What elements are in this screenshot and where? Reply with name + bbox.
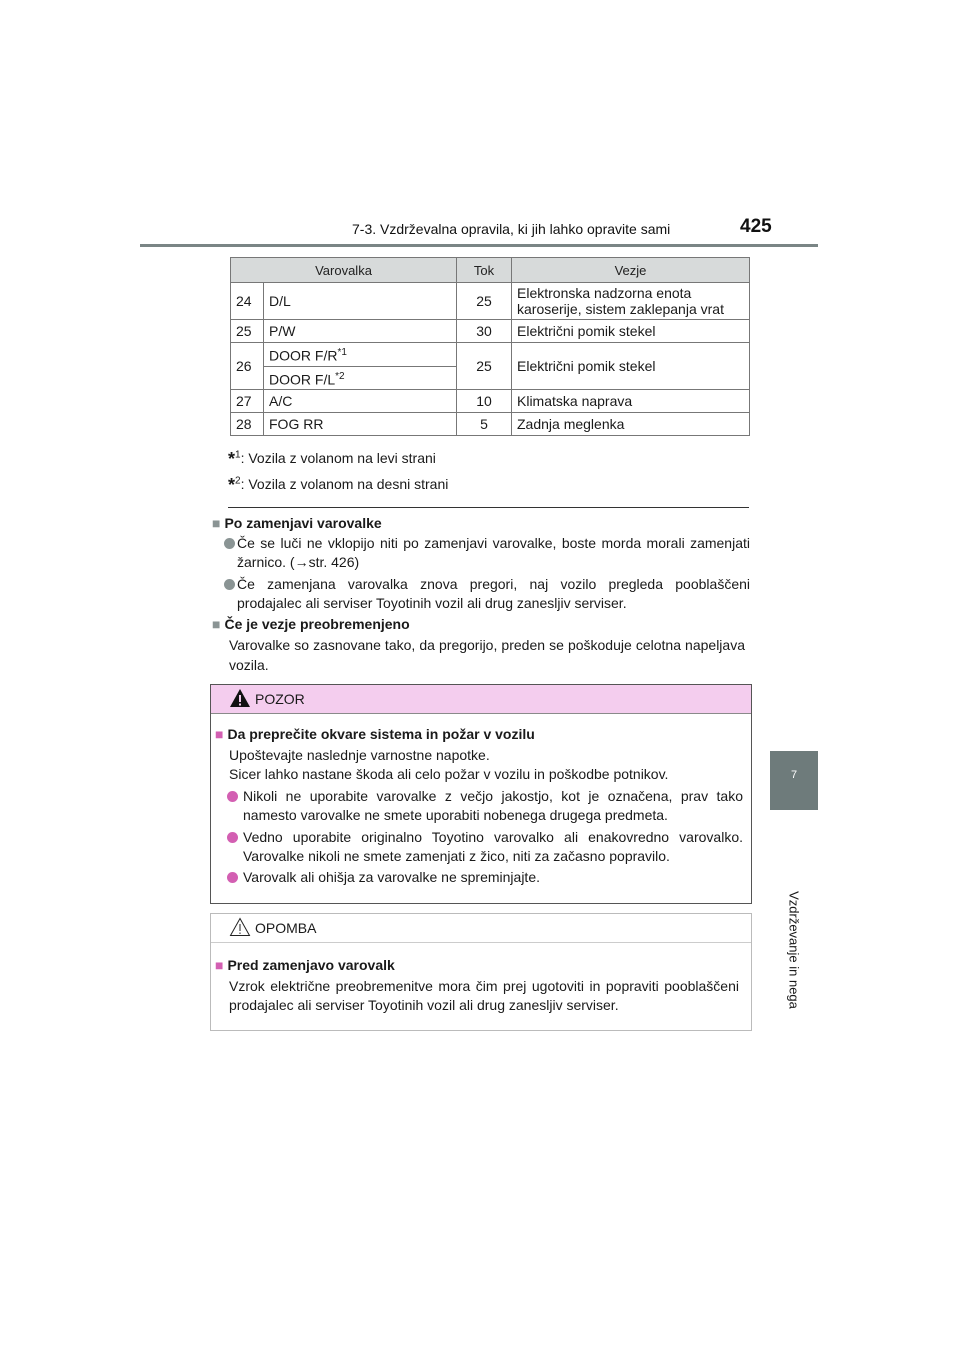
fuse-number: 26 xyxy=(231,343,264,390)
chapter-side-label: Vzdrževanje in nega xyxy=(786,891,802,1009)
caution-box xyxy=(210,684,752,904)
square-bullet-icon: ■ xyxy=(212,616,221,632)
square-bullet-icon: ■ xyxy=(215,957,224,973)
square-bullet-icon: ■ xyxy=(215,726,224,742)
fuse-circuit: Električni pomik stekel xyxy=(512,320,750,343)
caution-intro-line: Upoštevajte naslednje varnostne napotke. xyxy=(229,747,490,763)
notice-triangle-icon xyxy=(229,917,251,937)
bullet-dot-icon xyxy=(227,832,238,843)
fuse-number: 27 xyxy=(231,390,264,413)
chapter-tab xyxy=(770,751,818,810)
list-item xyxy=(227,787,743,825)
caution-header xyxy=(211,685,751,714)
footnote-number: 2 xyxy=(235,475,241,487)
table-row xyxy=(231,343,750,367)
fuse-name: A/C xyxy=(264,390,457,413)
notice-title-text: Pred zamenjavo varovalk xyxy=(227,957,395,973)
section-heading-text: Po zamenjavi varovalke xyxy=(224,515,382,531)
table-row xyxy=(231,413,750,436)
bullet-dot-icon xyxy=(224,538,235,549)
caution-intro-line: Sicer lahko nastane škoda ali celo požar v vozilu in poškodbe potnikov. xyxy=(229,766,669,782)
fuse-number: 25 xyxy=(231,320,264,343)
fuse-amperage: 30 xyxy=(457,320,512,343)
list-item xyxy=(227,868,743,887)
fuse-name: P/W xyxy=(264,320,457,343)
caution-title-text: Da preprečite okvare sistema in požar v vozilu xyxy=(227,726,535,742)
footnote-mark: * xyxy=(228,449,236,469)
bullet-dot-icon xyxy=(227,791,238,802)
fuse-name: D/L xyxy=(264,283,457,320)
table-row xyxy=(231,390,750,413)
footnote-text: : Vozila z volanom na desni strani xyxy=(240,476,449,492)
footnote-text: : Vozila z volanom na levi strani xyxy=(240,450,436,466)
chapter-header: 7-3. Vzdrževalna opravila, ki jih lahko opravite sami xyxy=(352,221,671,237)
footnote xyxy=(228,473,448,494)
header-rule xyxy=(140,244,818,247)
list-item-text: Varovalk ali ohišja za varovalke ne spreminjajte. xyxy=(243,869,540,885)
fuse-number: 28 xyxy=(231,413,264,436)
fuse-amperage: 25 xyxy=(457,343,512,390)
bullet-dot-icon xyxy=(227,872,238,883)
column-header-circuit: Vezje xyxy=(512,258,750,283)
fuse-amperage: 10 xyxy=(457,390,512,413)
list-item-text: Če se luči ne vklopijo niti po zamenjavi varovalke, boste morda morali zamenjati žarnico. (→str. 426) xyxy=(237,535,750,570)
notice-label: OPOMBA xyxy=(255,920,317,936)
fuse-circuit: Električni pomik stekel xyxy=(512,343,750,390)
list-item-text: Če zamenjana varovalka znova pregori, naj vozilo pregleda pooblaščeni prodajalec ali serviser Toyotinih vozil ali drug zanesljiv serviser. xyxy=(237,576,750,611)
footnote-ref: *1 xyxy=(337,347,347,358)
warning-triangle-icon xyxy=(229,688,251,708)
section-heading-text: Če je vezje preobremenjeno xyxy=(224,616,410,632)
caution-title xyxy=(215,726,535,742)
fuse-circuit: Zadnja meglenka xyxy=(512,413,750,436)
section-divider xyxy=(228,507,749,508)
footnote-ref: *2 xyxy=(335,370,345,382)
notice-box xyxy=(210,913,752,1031)
fuse-number: 24 xyxy=(231,283,264,320)
fuse-name xyxy=(264,343,457,367)
fuse-circuit: Elektronska nadzorna enota karoserije, sistem zaklepanja vrat xyxy=(512,283,750,320)
section-paragraph: Varovalke so zasnovane tako, da pregorijo, preden se poškoduje celotna napeljava vozila. xyxy=(229,637,745,673)
fuse-amperage: 25 xyxy=(457,283,512,320)
fuse-name-text: DOOR F/L xyxy=(269,371,336,388)
fuse-name-text: DOOR F/R xyxy=(269,347,338,364)
bullet-dot-icon xyxy=(224,579,235,590)
list-item xyxy=(224,575,750,613)
table-row xyxy=(231,283,750,320)
section-heading xyxy=(212,616,410,632)
notice-title xyxy=(215,957,395,973)
caution-label: POZOR xyxy=(255,691,305,707)
notice-text: Vzrok električne preobremenitve mora čim prej ugotoviti in popraviti pooblaščeni prodajalec ali serviser Toyotinih vozil ali drug zanesljiv serviser. xyxy=(229,978,739,1013)
column-header-fuse: Varovalka xyxy=(231,258,457,283)
column-header-amperage: Tok xyxy=(457,258,512,283)
list-item-text: Nikoli ne uporabite varovalke z večjo jakostjo, kot je označena, prav tako namesto varovalke ne smete uporabiti nobenega drugega predmeta. xyxy=(243,788,743,823)
chapter-tab-number: 7 xyxy=(790,769,798,781)
fuse-table-header xyxy=(231,258,750,283)
footnote-mark: * xyxy=(228,475,236,495)
footnote-number: 1 xyxy=(235,449,241,461)
fuse-name: FOG RR xyxy=(264,413,457,436)
list-item xyxy=(227,828,743,866)
section-heading xyxy=(212,515,382,531)
list-item-text: Vedno uporabite originalno Toyotino varovalko ali enakovredno varovalko. Varovalke nikoli ne smete zamenjati z žico, niti za začasno popravilo. xyxy=(243,829,743,864)
fuse-name xyxy=(264,366,457,390)
list-item xyxy=(224,534,750,572)
fuse-table xyxy=(230,257,750,436)
footnote xyxy=(228,447,436,468)
fuse-amperage: 5 xyxy=(457,413,512,436)
page-number: 425 xyxy=(740,216,772,237)
table-row xyxy=(231,320,750,343)
square-bullet-icon: ■ xyxy=(212,515,221,531)
notice-header xyxy=(211,914,751,943)
fuse-circuit: Klimatska naprava xyxy=(512,390,750,413)
